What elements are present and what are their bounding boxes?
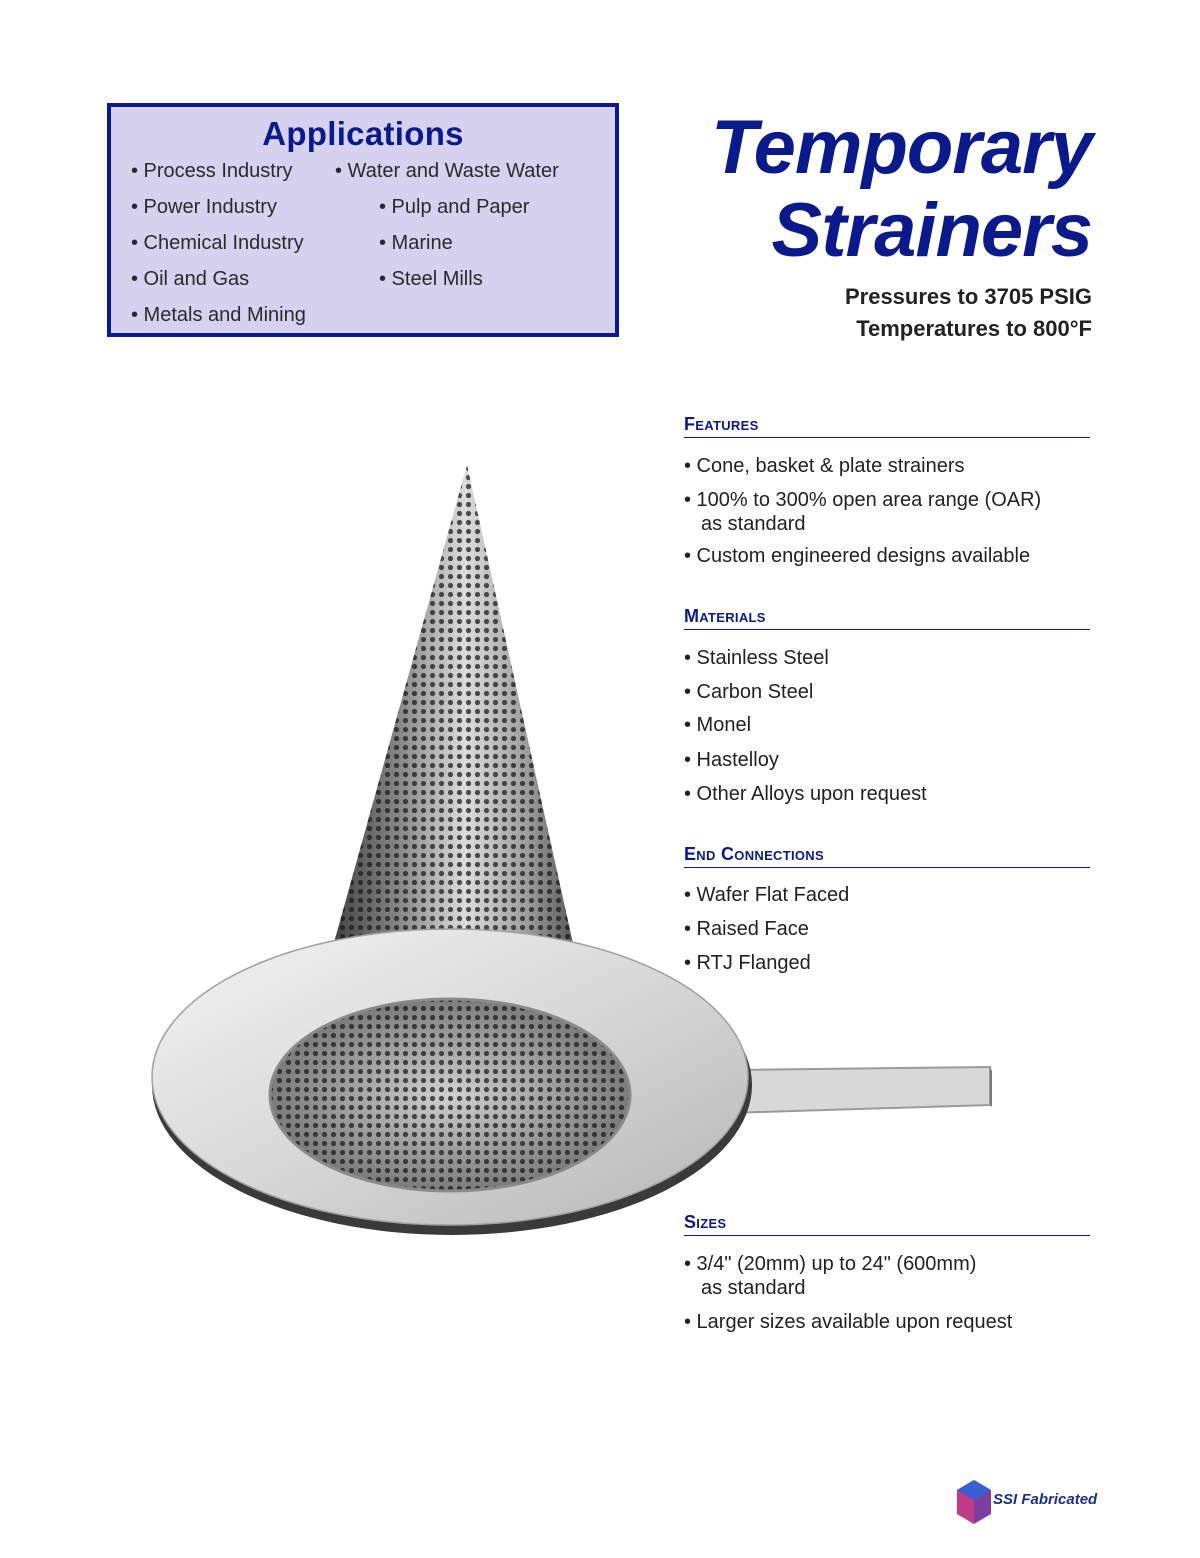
- end-connections-item: • Raised Face: [684, 918, 809, 940]
- temperature-rating: Temperatures to 800°F: [856, 316, 1092, 341]
- ssi-logo-icon: [955, 1478, 993, 1526]
- sizes-item: • 3/4" (20mm) up to 24" (600mm): [684, 1253, 977, 1275]
- sizes-heading: Sizes: [684, 1212, 1090, 1236]
- application-item: • Pulp and Paper: [379, 196, 530, 218]
- end-connections-heading: End Connections: [684, 844, 1090, 868]
- application-item: • Chemical Industry: [131, 232, 304, 254]
- cone-strainer-illustration: [140, 455, 1000, 1245]
- features-item: as standard: [701, 513, 806, 535]
- application-item: • Power Industry: [131, 196, 277, 218]
- applications-title: Applications: [262, 115, 464, 152]
- features-item: • Cone, basket & plate strainers: [684, 455, 965, 477]
- application-item: • Oil and Gas: [131, 268, 250, 290]
- materials-item: • Other Alloys upon request: [684, 783, 927, 805]
- features-item: • Custom engineered designs available: [684, 545, 1031, 567]
- application-item: • Metals and Mining: [131, 304, 306, 326]
- sizes-item: as standard: [701, 1277, 806, 1299]
- brand-name: SSI Fabricated: [993, 1491, 1098, 1508]
- application-item: • Marine: [379, 232, 453, 254]
- page-title-line1: Temporary: [711, 105, 1092, 190]
- features-heading: Features: [684, 414, 1090, 438]
- materials-item: • Monel: [684, 714, 752, 736]
- application-item: • Water and Waste Water: [335, 160, 559, 182]
- page-title-line2: Strainers: [771, 188, 1092, 273]
- pressure-rating: Pressures to 3705 PSIG: [844, 284, 1092, 309]
- applications-box: [107, 103, 619, 337]
- end-connections-item: • Wafer Flat Faced: [684, 884, 850, 906]
- sizes-item: • Larger sizes available upon request: [684, 1311, 1013, 1333]
- materials-item: • Carbon Steel: [684, 681, 814, 703]
- end-connections-item: • RTJ Flanged: [684, 952, 811, 974]
- features-item: • 100% to 300% open area range (OAR): [684, 489, 1042, 511]
- materials-item: • Hastelloy: [684, 749, 779, 771]
- application-item: • Process Industry: [131, 160, 293, 182]
- materials-heading: Materials: [684, 606, 1090, 630]
- materials-item: • Stainless Steel: [684, 647, 829, 669]
- application-item: • Steel Mills: [379, 268, 483, 290]
